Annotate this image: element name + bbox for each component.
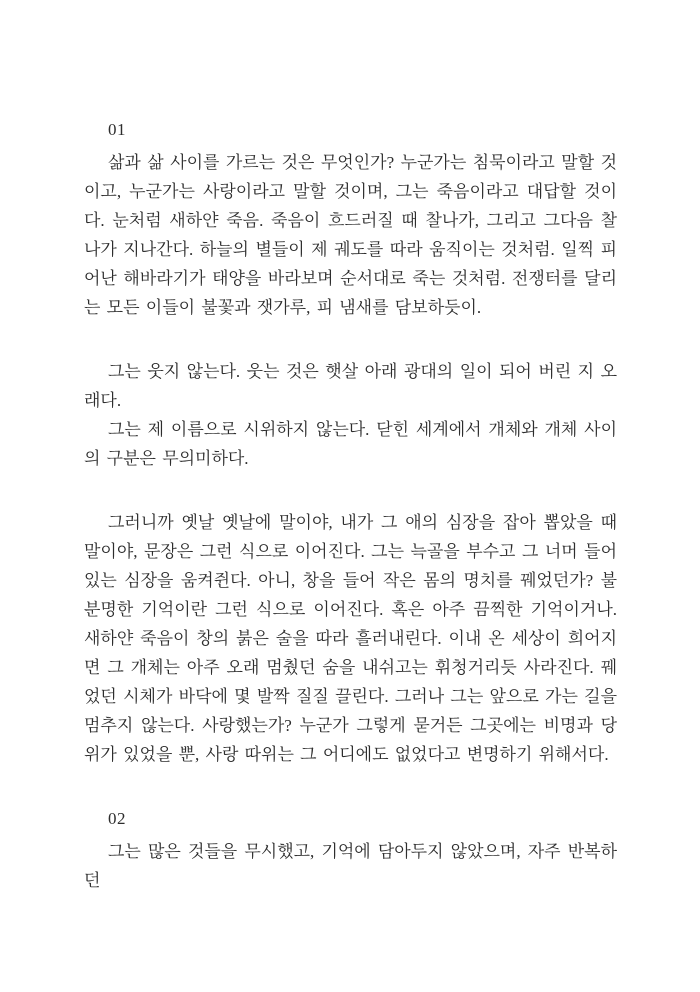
section-heading-01: 01 bbox=[108, 120, 126, 139]
paragraph: 그러니까 옛날 옛날에 말이야, 내가 그 애의 심장을 잡아 뽑았을 때 말이야, 문장은 그런 식으로 이어진다. 그는 늑골을 부수고 그 너머 들어있는 심장을 움켜쥔다. 아니, 창을 들어 작은 몸의 명치를 꿰었던가? 불분명한 기억이란 그런 식으로 이어진다. 혹은 아주 끔찍한 기억이거나. 새하얀 죽음이 창의 붉은 술을 따라 흘러내린다. 이내 온 세상이 희어지면 그 개체는 아주 오래 멈췄던 숨을 내쉬고는 휘청거리듯 사라진다. 꿰었던 시체가 바닥에 몇 발짝 질질 끌린다. 그러나 그는 앞으로 가는 길을 멈추지 않는다. 사랑했는가? 누군가 그렇게 묻거든 그곳에는 비명과 당위가 있었을 뿐, 사랑 따위는 그 어디에도 없었다고 변명하기 위해서다. bbox=[84, 513, 617, 764]
text-content bbox=[84, 115, 617, 895]
section-heading-02: 02 bbox=[108, 809, 126, 828]
paragraph: 그는 제 이름으로 시위하지 않는다. 닫힌 세계에서 개체와 개체 사이의 구분은 무의미하다. bbox=[84, 420, 617, 468]
paragraph: 그는 많은 것들을 무시했고, 기억에 담아두지 않았으며, 자주 반복하던 bbox=[84, 842, 617, 890]
paragraph: 그는 웃지 않는다. 웃는 것은 햇살 아래 광대의 일이 되어 버린 지 오래다. bbox=[84, 362, 617, 410]
paragraph: 삶과 삶 사이를 가르는 것은 무엇인가? 누군가는 침묵이라고 말할 것이고, 누군가는 사랑이라고 말할 것이며, 그는 죽음이라고 대답할 것이다. 눈처럼 새하얀 죽음. 죽음이 흐드러질 때 찰나가, 그리고 그다음 찰나가 지나간다. 하늘의 별들이 제 궤도를 따라 움직이는 것처럼. 일찍 피어난 해바라기가 태양을 바라보며 순서대로 죽는 것처럼. 전쟁터를 달리는 모든 이들이 불꽃과 잿가루, 피 냄새를 담보하듯이. bbox=[84, 153, 617, 317]
